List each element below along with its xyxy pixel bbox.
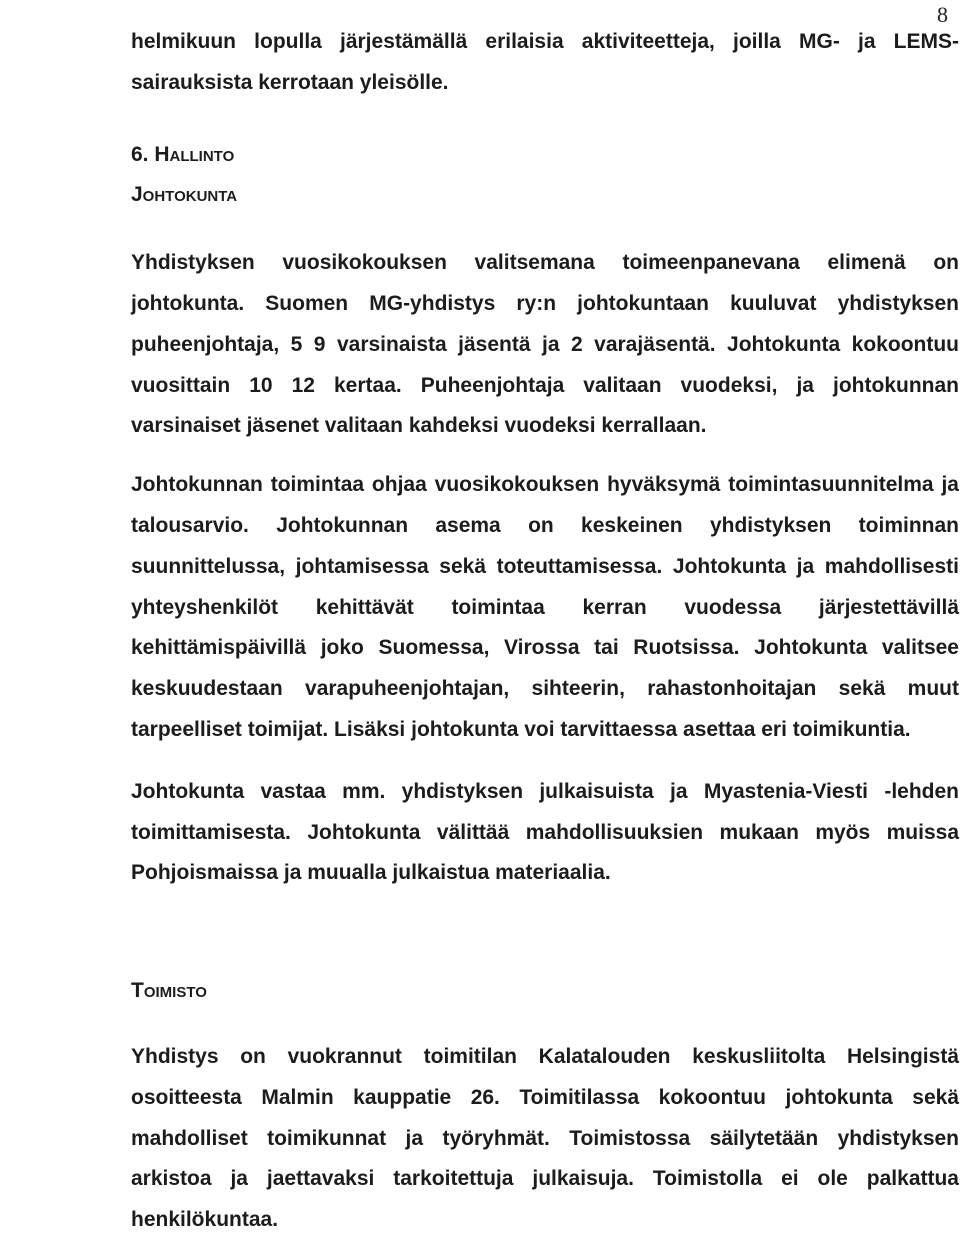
section-heading bbox=[131, 135, 959, 176]
board-paragraph-3: Johtokunta vastaa mm. yhdistyksen julkaisuista ja Myastenia-Viesti -lehden toimittamisesta. Johtokunta välittää mahdollisuuksien mukaan myös muissa Pohjoismaissa ja muualla julkaistua materiaalia. bbox=[131, 779, 959, 885]
board-paragraph-2: Johtokunnan toimintaa ohjaa vuosikokouksen hyväksymä toimintasuunnitelma ja talousarvio. Johtokunnan asema on keskeinen yhdistyksen toiminnan suunnittelussa, johtamisessa sekä toteuttamisessa. Johtokunta ja mahdollisesti yhteyshenkilöt kehittävät toimintaa kerran vuodessa järjestettävillä kehittämispäivillä joko Suomessa, Virossa tai Ruotsissa. Johtokunta valitsee keskuudestaan varapuheenjohtajan, sihteerin, rahastonhoitajan sekä muut tarpeelliset toimijat. Lisäksi johtokunta voi tarvittaessa asettaa eri toimikuntia. bbox=[131, 473, 959, 741]
office-paragraph-1: Yhdistys on vuokrannut toimitilan Kalatalouden keskusliitolta Helsingistä osoitteesta Malmin kauppatie 26. Toimitilassa kokoontuu johtokunta sekä mahdolliset toimikunnat ja työryhmät. Toimistossa säilytetään yhdistyksen arkistoa ja jaettavaksi tarkoitettuja julkaisuja. Toimistolla ei ole palkattua henkilökuntaa. bbox=[131, 1044, 959, 1232]
board-heading: Johtokunta bbox=[131, 183, 238, 207]
board-paragraph-1: Yhdistyksen vuosikokouksen valitsemana toimeenpanevana elimenä on johtokunta. Suomen MG-yhdistys ry:n johtokuntaan kuuluvat yhdistyksen puheenjohtaja, 5 9 varsinaista jäsentä ja 2 varajäsentä. Johtokunta kokoontuu vuosittain 10 12 kertaa. Puheenjohtaja valitaan vuodeksi, ja johtokunnan varsinaiset jäsenet valitaan kahdeksi vuodeksi kerrallaan. bbox=[131, 251, 959, 438]
document-body bbox=[131, 22, 959, 1241]
section-title: Hallinto bbox=[154, 142, 235, 166]
office-heading: Toimisto bbox=[131, 979, 207, 1003]
intro-paragraph: helmikuun lopulla järjestämällä erilaisia aktiviteetteja, joilla MG- ja LEMS-sairauksista kerrotaan yleisölle. bbox=[131, 30, 959, 94]
page-number: 8 bbox=[937, 2, 948, 27]
section-number: 6. bbox=[131, 142, 149, 166]
